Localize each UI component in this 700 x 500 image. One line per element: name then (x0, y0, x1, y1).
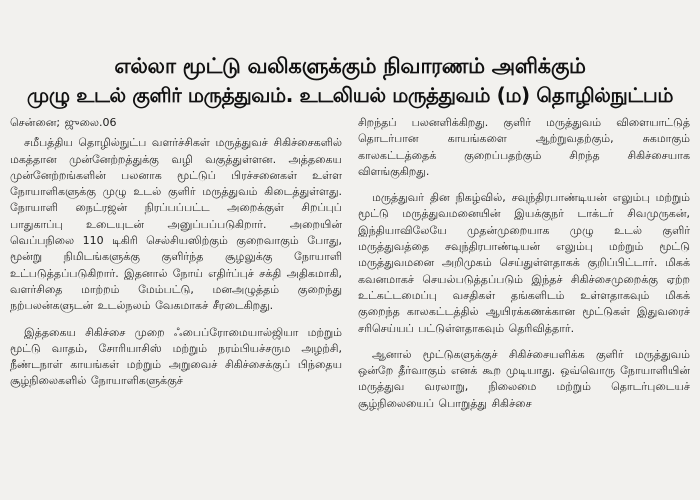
left-column (10, 115, 342, 500)
paragraph: இத்தகைய சிகிச்சை முறை ஃபைப்ரோமையால்ஜியா மற்றும் மூட்டு வாதம், சோரியாசிஸ் மற்றும் நரம்பியச்சரும அழற்சி, நீண்டநாள் காயங்கள் மற்றும் அறுவைச் சிகிச்சைக்குப் பிந்தைய சூழ்நிலைகளில் நோயாளிகளுக்குச் (10, 325, 342, 388)
article-body (10, 115, 690, 500)
paragraph: சிறந்தப் பலனளிக்கிறது. குளிர் மருத்துவம் விளையாட்டுத் தொடர்பான காயங்களை ஆற்றுவதற்கும், சுகமாகும் காலகட்டத்தைக் குறைப்பதற்கும் சிறந்த சிகிச்சையாக விளங்குகிறது. (358, 116, 690, 178)
headline-line-2: முழு உடல் குளிர் மருத்துவம். உடலியல் மருத்துவம் (ம) தொழில்நுட்பம் (26, 83, 674, 107)
paragraph: மருத்துவர் தின நிகழ்வில், சவுந்திரபாண்டியன் எலும்பு மற்றும் மூட்டு மருத்துவமனையின் இயக்குநர் டாக்டர் சிவமுருகன், இந்தியாவிலேயே முதன்முறையாக முழு உடல் குளிர் மருத்துவத்தை சவுந்திரபாண்டியன் எலும்பு மற்றும் மூட்டு மருத்துவமனை அறிமுகம் செய்துள்ளதாகக் குறிப்பிட்டார். மிகக் கவனமாகச் செயல்படுத்தப்படும் இந்தச் சிகிச்சைமுறைக்கு ஏற்ற உட்கட்டமைப்பு வசதிகள் தங்களிடம் உள்ளதாகவும் மிகக் குறைந்த காலகட்டத்தில் ஆயிரக்கணக்கான மூட்டுகள் இதுவரைச் சரிசெய்யப் பட்டுள்ளதாகவும் தெரிவித்தார். (358, 191, 690, 335)
headline-line-1: எல்லா மூட்டு வலிகளுக்கும் நிவாரணம் அளிக்கும் (114, 54, 586, 78)
paragraph: ஆனால் மூட்டுகளுக்குச் சிகிச்சையளிக்க குளிர் மருத்துவம் ஒன்றே தீர்வாகும் எனக் கூற முடியாது. ஒவ்வொரு நோயாளியின் மருத்துவ வரலாறு, நிலைமை மற்றும் தொடர்புடையச் சூழ்நிலையைப் பொறுத்து சிகிச்சை (358, 347, 690, 410)
paragraph: சமீபத்திய தொழில்நுட்ப வளர்ச்சிகள் மருத்துவச் சிகிச்சைகளில் மகத்தான முன்னேற்றத்துக்கு வழி வகுத்துள்ளன. அத்தகைய முன்னேற்றங்களின் பலனாக மூட்டுப் பிரச்சனைகள் உள்ள நோயாளிகளுக்கு முழு உடல் குளிர் மருத்துவம் கிடைத்துள்ளது. நோயாளி நைட்ரஜன் நிரப்பப்பட்ட அறைக்குள் சிறப்புப் பாதுகாப்பு உடையுடன் அனுப்பப்படுகிறார். அறையின் வெப்பநிலை 110 டிகிரி செல்சியஸிற்கும் குறைவாகும் போது, மூன்று நிமிடங்களுக்கு குளிர்ந்த சூழலுக்கு நோயாளி உட்படுத்தப்படுகிறார். இதனால் நோய் எதிர்ப்புச் சக்தி அதிகமாகி, வளர்சிதை மாற்றம் மேம்பட்டு, மனஅழுத்தம் குறைந்து நற்பலன்களுடன் உடல்நலம் வேகமாகச் சீரடைகிறது. (10, 136, 342, 313)
right-column (358, 115, 690, 500)
dateline: சென்னை; ஜுலை.06 (10, 116, 117, 129)
